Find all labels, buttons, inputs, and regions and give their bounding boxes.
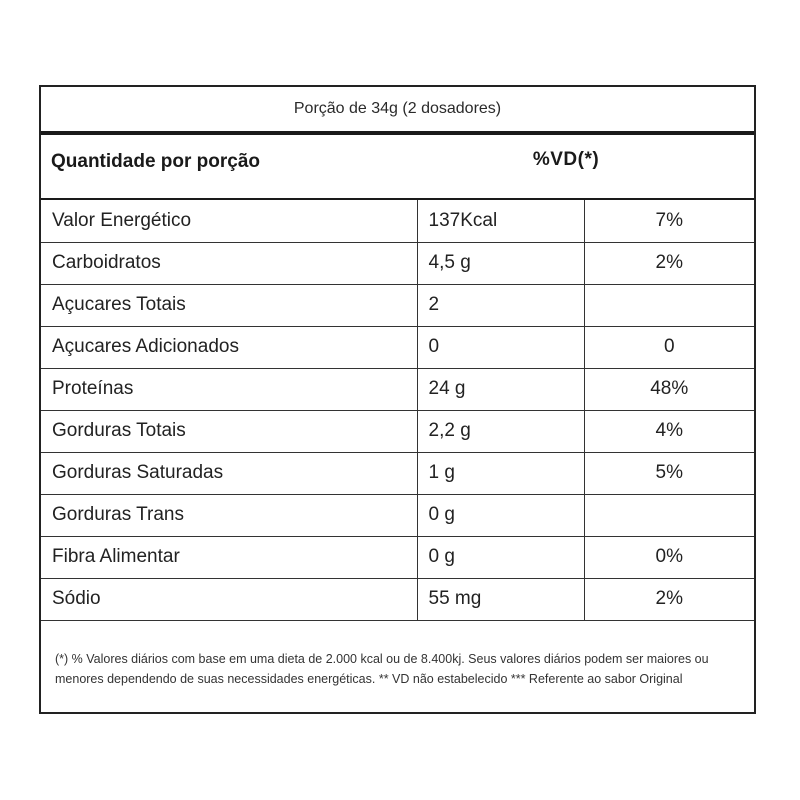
- serving-size-text: Porção de 34g (2 dosadores): [293, 100, 502, 117]
- header-daily-value-label: %VD(*): [532, 149, 600, 170]
- table-row: [40, 410, 755, 452]
- nutrient-daily-value: 5%: [584, 452, 755, 494]
- footnote: (*) % Valores diários com base em uma dieta de 2.000 kcal ou de 8.400kj. Seus valores diários podem ser maiores ou menores dependendo de suas necessidades energéticas. ** VD não estabelecido *** Referente ao sabor Original: [55, 652, 709, 686]
- nutrient-name: Gorduras Totais: [40, 410, 417, 452]
- nutrient-daily-value: 0: [584, 326, 755, 368]
- nutrient-name: Valor Energético: [40, 200, 417, 242]
- nutrient-daily-value: [584, 494, 755, 536]
- nutrient-daily-value: [584, 284, 755, 326]
- table-row: [40, 368, 755, 410]
- nutrition-facts-table: [39, 85, 756, 714]
- nutrient-name: Gorduras Trans: [40, 494, 417, 536]
- nutrient-amount: 1 g: [417, 452, 584, 494]
- nutrient-name: Carboidratos: [40, 242, 417, 284]
- nutrient-amount: 24 g: [417, 368, 584, 410]
- table-row: [40, 284, 755, 326]
- nutrient-amount: 0: [417, 326, 584, 368]
- nutrient-name: Fibra Alimentar: [40, 536, 417, 578]
- nutrient-amount: 4,5 g: [417, 242, 584, 284]
- table-row: [40, 200, 755, 242]
- nutrient-name: Sódio: [40, 578, 417, 620]
- table-row: [40, 326, 755, 368]
- nutrient-daily-value: 48%: [584, 368, 755, 410]
- nutrient-amount: 0 g: [417, 536, 584, 578]
- table-row: [40, 578, 755, 620]
- table-row: [40, 536, 755, 578]
- nutrient-daily-value: 4%: [584, 410, 755, 452]
- nutrient-daily-value: 2%: [584, 242, 755, 284]
- nutrient-daily-value: 0%: [584, 536, 755, 578]
- header-quantity-label: Quantidade por porção: [51, 151, 261, 172]
- table-row: [40, 494, 755, 536]
- nutrient-name: Gorduras Saturadas: [40, 452, 417, 494]
- nutrient-name: Açucares Totais: [40, 284, 417, 326]
- nutrient-amount: 2: [417, 284, 584, 326]
- nutrient-amount: 2,2 g: [417, 410, 584, 452]
- table-row: [40, 452, 755, 494]
- nutrient-daily-value: 2%: [584, 578, 755, 620]
- nutrient-name: Proteínas: [40, 368, 417, 410]
- nutrients-table: [39, 200, 756, 621]
- table-header: [41, 135, 754, 200]
- nutrient-amount: 0 g: [417, 494, 584, 536]
- serving-size: [41, 87, 754, 135]
- nutrient-amount: 55 mg: [417, 578, 584, 620]
- nutrient-amount: 137Kcal: [417, 200, 584, 242]
- nutrient-name: Açucares Adicionados: [40, 326, 417, 368]
- table-row: [40, 242, 755, 284]
- nutrient-daily-value: 7%: [584, 200, 755, 242]
